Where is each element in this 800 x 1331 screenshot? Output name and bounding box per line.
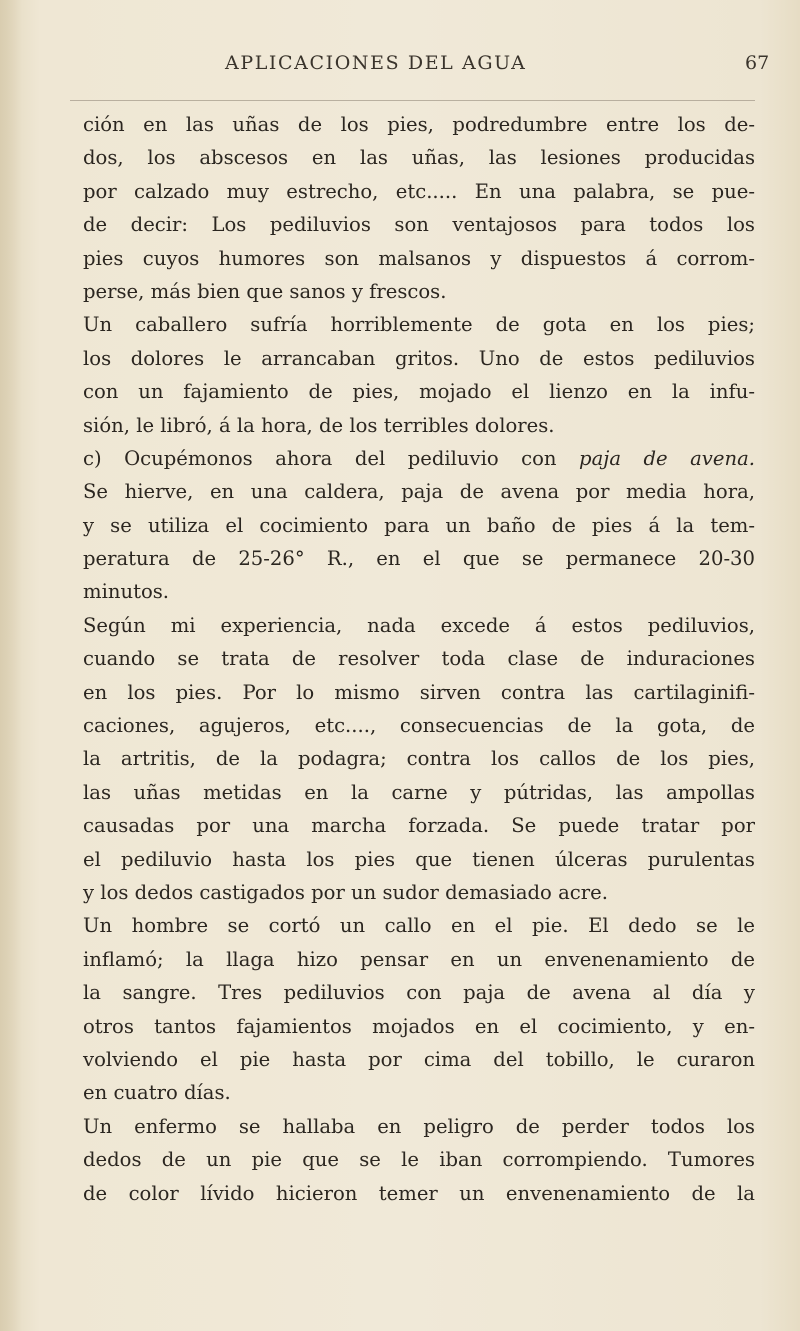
text-line-content: y los dedos castigados por un sudor demasiado acre. bbox=[83, 880, 608, 904]
text-line bbox=[83, 575, 755, 608]
text-line-content: dos, los abscesos en las uñas, las lesiones producidas bbox=[83, 146, 755, 170]
text-line-content: causadas por una marcha forzada. Se puede tratar por bbox=[83, 814, 755, 838]
text-line bbox=[83, 876, 755, 909]
text-line bbox=[83, 843, 755, 876]
text-line bbox=[83, 742, 755, 775]
text-line bbox=[83, 141, 755, 174]
text-line-content: ción en las uñas de los pies, podredumbre entre los de- bbox=[83, 113, 755, 136]
text-line bbox=[83, 976, 755, 1009]
text-line-content: Se hierve, en una caldera, paja de avena por media hora, bbox=[83, 480, 755, 504]
text-line-content: en los pies. Por lo mismo sirven contra las cartilaginifi- bbox=[83, 680, 755, 704]
text-line-content: Un enfermo se hallaba en peligro de perder todos los bbox=[83, 1114, 755, 1138]
text-line-content: otros tantos fajamientos mojados en el cocimiento, y en- bbox=[83, 1014, 755, 1038]
text-line-content: volviendo el pie hasta por cima del tobillo, le curaron bbox=[83, 1047, 755, 1071]
text-line bbox=[83, 776, 755, 809]
text-line-content: sión, le libró, á la hora, de los terribles dolores. bbox=[83, 413, 555, 437]
text-line bbox=[83, 242, 755, 275]
text-line bbox=[83, 308, 755, 341]
text-line-content: la artritis, de la podagra; contra los callos de los pies, bbox=[83, 747, 755, 771]
text-line-content: cuando se trata de resolver toda clase de induraciones bbox=[83, 647, 755, 671]
text-line bbox=[83, 1076, 755, 1109]
text-line-content: pies cuyos humores son malsanos y dispuestos á corrom- bbox=[83, 246, 755, 270]
text-line-italic: paja de avena. bbox=[579, 446, 755, 470]
text-line-content: de decir: Los pediluvios son ventajosos para todos los bbox=[83, 213, 755, 237]
text-line-content: la sangre. Tres pediluvios con paja de avena al día y bbox=[83, 981, 755, 1005]
text-line bbox=[83, 175, 755, 208]
text-line-content: dedos de un pie que se le iban corrompiendo. Tumores bbox=[83, 1148, 755, 1172]
text-line-content: perse, más bien que sanos y frescos. bbox=[83, 279, 447, 303]
text-line-content: Según mi experiencia, nada excede á estos pediluvios, bbox=[83, 613, 755, 637]
text-line bbox=[83, 442, 755, 475]
text-line bbox=[83, 542, 755, 575]
text-line bbox=[83, 676, 755, 709]
header-rule bbox=[70, 100, 755, 101]
text-line-content: minutos. bbox=[83, 580, 170, 604]
text-line bbox=[83, 509, 755, 542]
text-line-content: en cuatro días. bbox=[83, 1081, 231, 1105]
text-line-content: Un caballero sufría horriblemente de gota en los pies; bbox=[83, 313, 755, 337]
text-line-content: por calzado muy estrecho, etc..... En una palabra, se pue- bbox=[83, 179, 755, 203]
text-line bbox=[83, 208, 755, 241]
text-line bbox=[83, 1110, 755, 1143]
text-line bbox=[83, 943, 755, 976]
text-line-content: con un fajamiento de pies, mojado el lienzo en la infu- bbox=[83, 380, 755, 404]
text-line bbox=[83, 609, 755, 642]
page-number: 67 bbox=[745, 52, 770, 74]
text-line bbox=[83, 1010, 755, 1043]
body-text bbox=[83, 108, 755, 1210]
text-line bbox=[83, 375, 755, 408]
text-line bbox=[83, 475, 755, 508]
text-line-content: inflamó; la llaga hizo pensar en un envenenamiento de bbox=[83, 947, 755, 971]
text-line-content: c) Ocupémonos ahora del pediluvio con bbox=[83, 446, 580, 470]
text-line bbox=[83, 809, 755, 842]
text-line bbox=[83, 709, 755, 742]
text-line bbox=[83, 909, 755, 942]
text-line-content: de color lívido hicieron temer un envenenamiento de la bbox=[83, 1181, 755, 1205]
text-line bbox=[83, 275, 755, 308]
page-gutter-shadow bbox=[0, 0, 22, 1331]
text-line-content: los dolores le arrancaban gritos. Uno de estos pediluvios bbox=[83, 346, 755, 370]
text-line-content: las uñas metidas en la carne y pútridas, las ampollas bbox=[83, 780, 755, 804]
text-line bbox=[83, 1143, 755, 1176]
text-line bbox=[83, 409, 755, 442]
text-line bbox=[83, 642, 755, 675]
text-line bbox=[83, 342, 755, 375]
text-line-content: caciones, agujeros, etc...., consecuencias de la gota, de bbox=[83, 714, 755, 738]
running-head-title: APLICACIONES DEL AGUA bbox=[225, 52, 527, 74]
text-line-content: el pediluvio hasta los pies que tienen úlceras purulentas bbox=[83, 847, 755, 871]
text-line bbox=[83, 1043, 755, 1076]
running-head bbox=[0, 52, 800, 92]
text-line-content: y se utiliza el cocimiento para un baño de pies á la tem- bbox=[83, 513, 755, 537]
text-line-content: peratura de 25-26° R., en el que se permanece 20-30 bbox=[83, 547, 755, 571]
text-line-content: Un hombre se cortó un callo en el pie. El dedo se le bbox=[83, 914, 755, 938]
text-line bbox=[83, 108, 755, 141]
text-line bbox=[83, 1177, 755, 1210]
